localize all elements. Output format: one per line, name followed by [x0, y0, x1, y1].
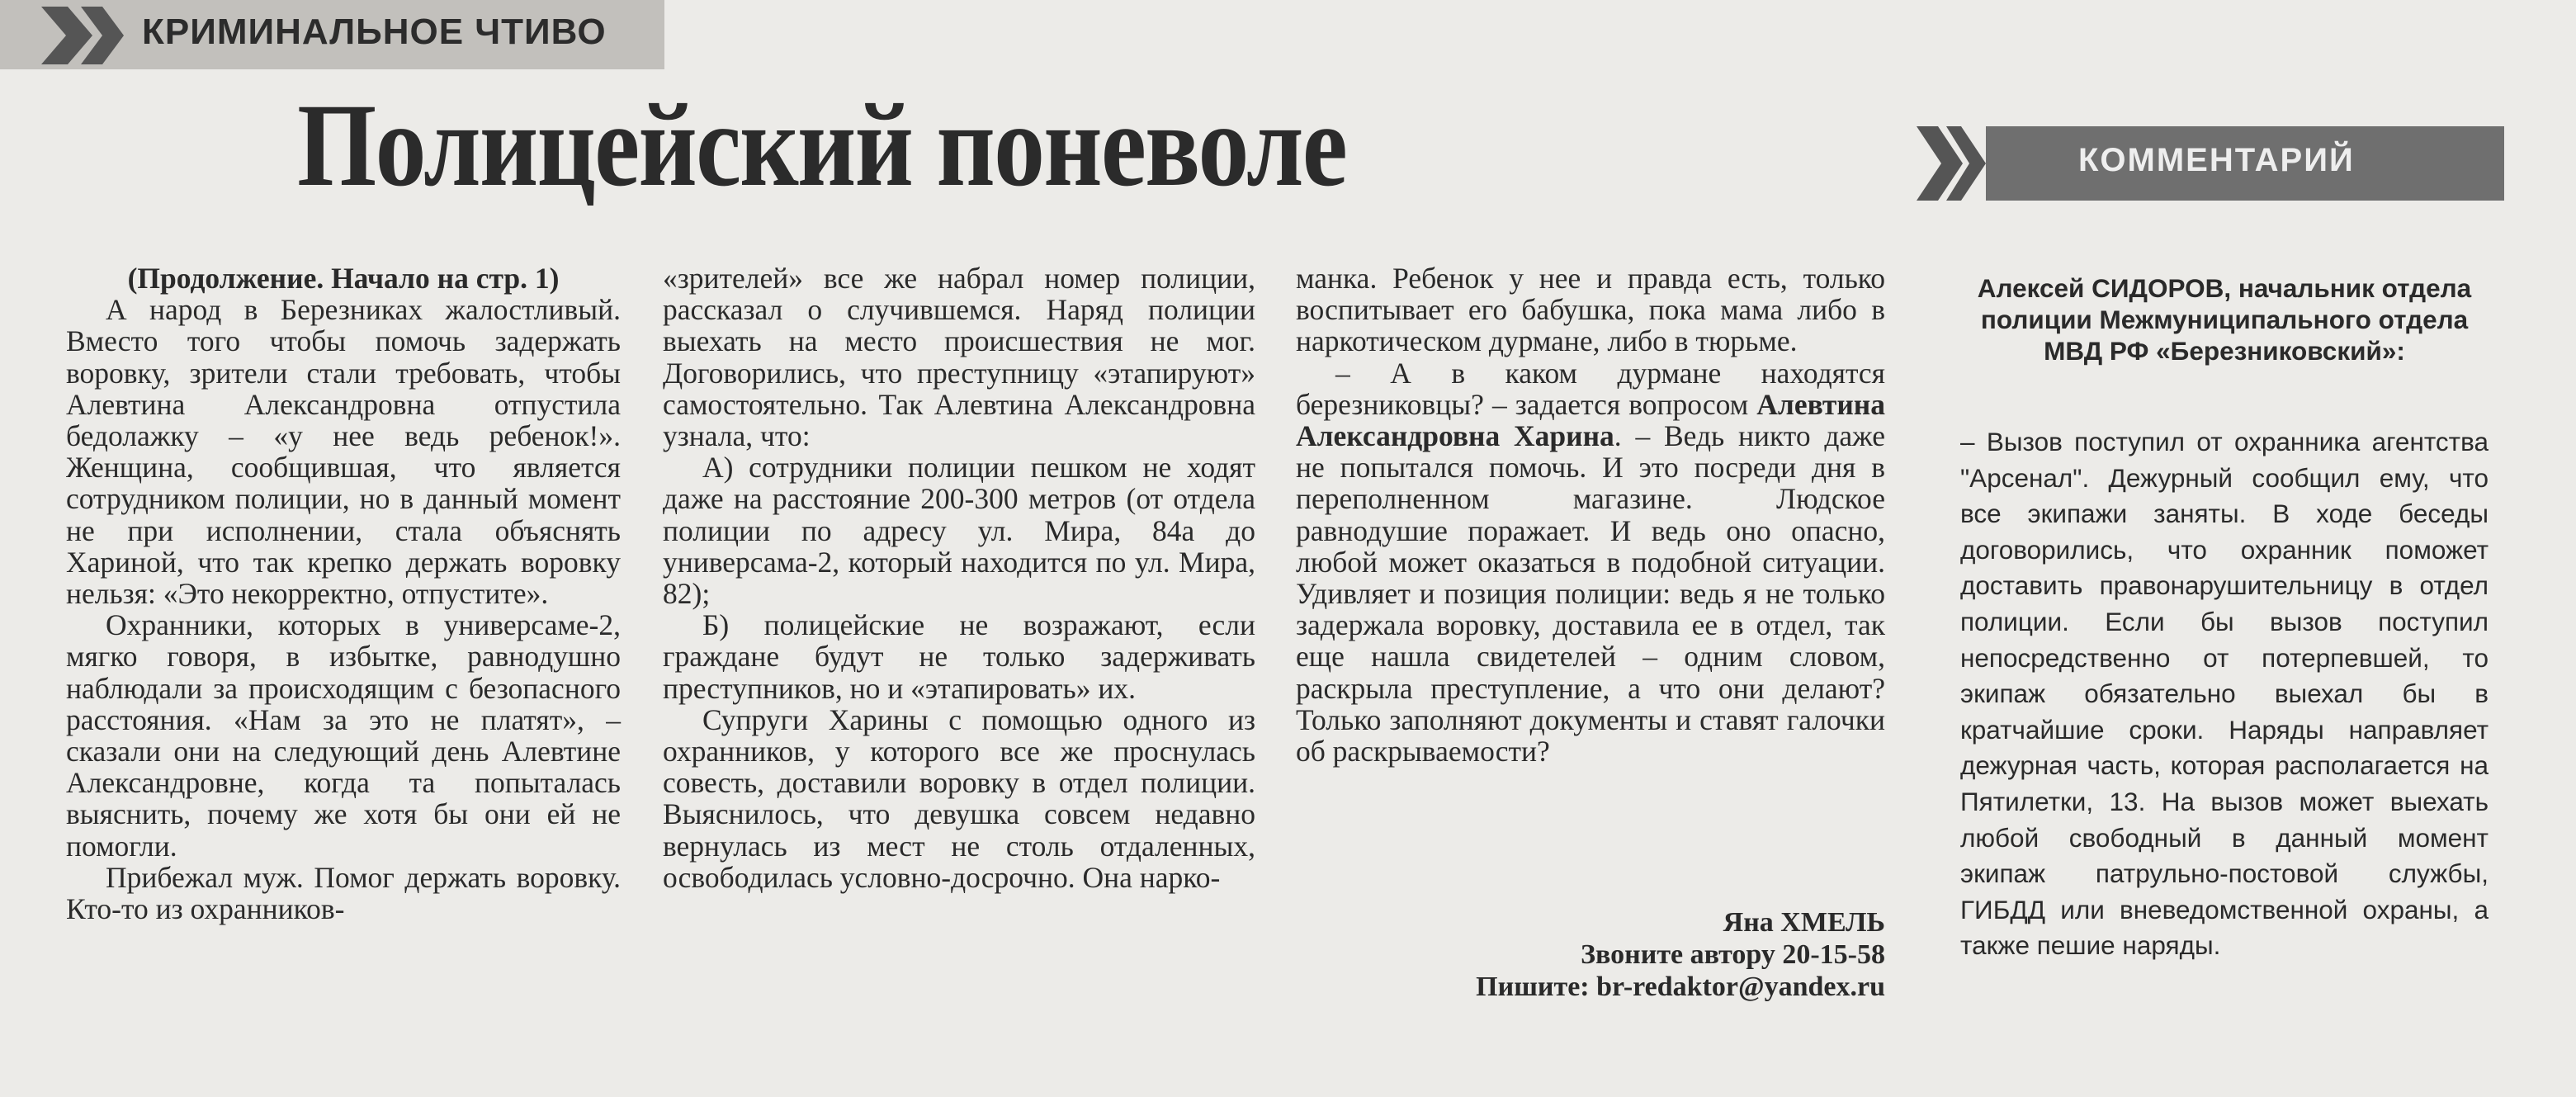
author-phone: Звоните автору 20-15-58 — [1581, 939, 1885, 970]
author-name: Яна ХМЕЛЬ — [1723, 907, 1885, 938]
article-paragraph: Прибежал муж. Помог держать воровку. Кто-то из охранников- — [66, 860, 621, 926]
comment-header-label: КОММЕНТАРИЙ — [2078, 142, 2355, 178]
chevron-right-icon — [1917, 126, 1986, 201]
article-paragraph — [1296, 357, 1885, 768]
article-column-2 — [663, 262, 1255, 893]
rubric-label: КРИМИНАЛЬНОЕ ЧТИВО — [142, 12, 607, 52]
continuation-note: (Продолжение. Начало на стр. 1) — [127, 262, 560, 295]
article-paragraph: Охранники, которых в универсаме-2, мягко говоря, в избытке, равнодушно наблюдали за происходящим с безопасного расстояния. «Нам за это не платят», – сказали они на следующий день Алевтине Александровне, когда та попыталась выяснить, почему же хотя бы они ей не помогли. — [66, 608, 621, 863]
rubric-banner — [0, 0, 664, 69]
article-column-1 — [66, 262, 621, 924]
article-paragraph: А) сотрудники полиции пешком не ходят даже на расстояние 200-300 метров (от отдела полиции по адресу ул. Мира, 84а до универсама-2, который находится по ул. Мира, 82); — [663, 451, 1255, 611]
comment-header — [1917, 126, 2504, 201]
author-signature — [1296, 906, 1885, 1003]
quote-start: – А в каком дурмане находятся березниковцы? – задается вопросом — [1296, 356, 1885, 421]
article-column-3 — [1296, 262, 1885, 767]
interviewee-name: Алевтина Александровна Харина — [1296, 387, 1885, 453]
comment-text: – Вызов поступил от охранника агентства "Арсенал". Дежурный сообщил ему, что все экипажи заняты. В ходе беседы договорились, что охранник поможет доставить правонарушительницу в отдел полиции. Если бы вызов поступил непосредственно от потерпевшей, то экипаж обязательно выехал бы в кратчайшие сроки. Наряды направляет дежурная часть, которая располагается на Пятилетки, 13. На вызов может выехать любой свободный в данный момент экипаж патрульно-постовой службы, ГИБДД или вневедомственной охраны, а также пешие наряды. — [1960, 427, 2489, 961]
article-paragraph: А народ в Березниках жалостливый. Вместо того чтобы помочь задержать воровку, зрители стали требовать, чтобы Алевтина Александровна отпустила бедолажку – «у нее ведь ребенок!». Женщина, сообщившая, что является сотрудником полиции, но в данный момент не при исполнении, стала объяснять Хариной, что так крепко держать воровку нельзя: «Это некорректно, отпустите». — [66, 293, 621, 611]
article-paragraph: Супруги Харины с помощью одного из охранников, у которого все же проснулась совесть, доставили воровку в отдел полиции. Выяснилось, что девушка совсем недавно вернулась из мест не столь отдаленных, освободилась условно-досрочно. Она нарко- — [663, 702, 1255, 894]
comment-column — [1960, 272, 2489, 964]
comment-header-box — [1986, 126, 2504, 201]
quote-end: . – Ведь никто даже не попытался помочь. И это посреди дня в переполненном магазине. Людское равнодушие поражает. И ведь оно опасно, любой может оказаться в подобной ситуации. Удивляет и позиция полиции: ведь я не только задержала воровку, доставила ее в отдел, так еще нашла свидетелей – одним словом, раскрыла преступление, а что они делают? Только заполняют документы и ставят галочки об раскрываемости? — [1296, 419, 1885, 768]
article-paragraph: манка. Ребенок у нее и правда есть, только воспитывает его бабушка, пока мама либо в наркотическом дурмане, либо в тюрьме. — [1296, 262, 1885, 358]
author-email: Пишите: br-redaktor@yandex.ru — [1476, 972, 1885, 1002]
article-headline: Полицейский поневоле — [297, 80, 1347, 211]
double-chevron-icon — [0, 7, 124, 64]
article-paragraph: «зрителей» все же набрал номер полиции, рассказал о случившемся. Наряд полиции выехать на место происшествия не мог. Договорились, что преступницу «этапируют» самостоятельно. Так Алевтина Александровна узнала, что: — [663, 262, 1255, 453]
article-paragraph: Б) полицейские не возражают, если граждане будут не только задерживать преступников, но и «этапировать» их. — [663, 608, 1255, 705]
comment-author: Алексей СИДОРОВ, начальник отдела полиции Межмуниципального отдела МВД РФ «Березниковский»: — [1977, 273, 2472, 366]
